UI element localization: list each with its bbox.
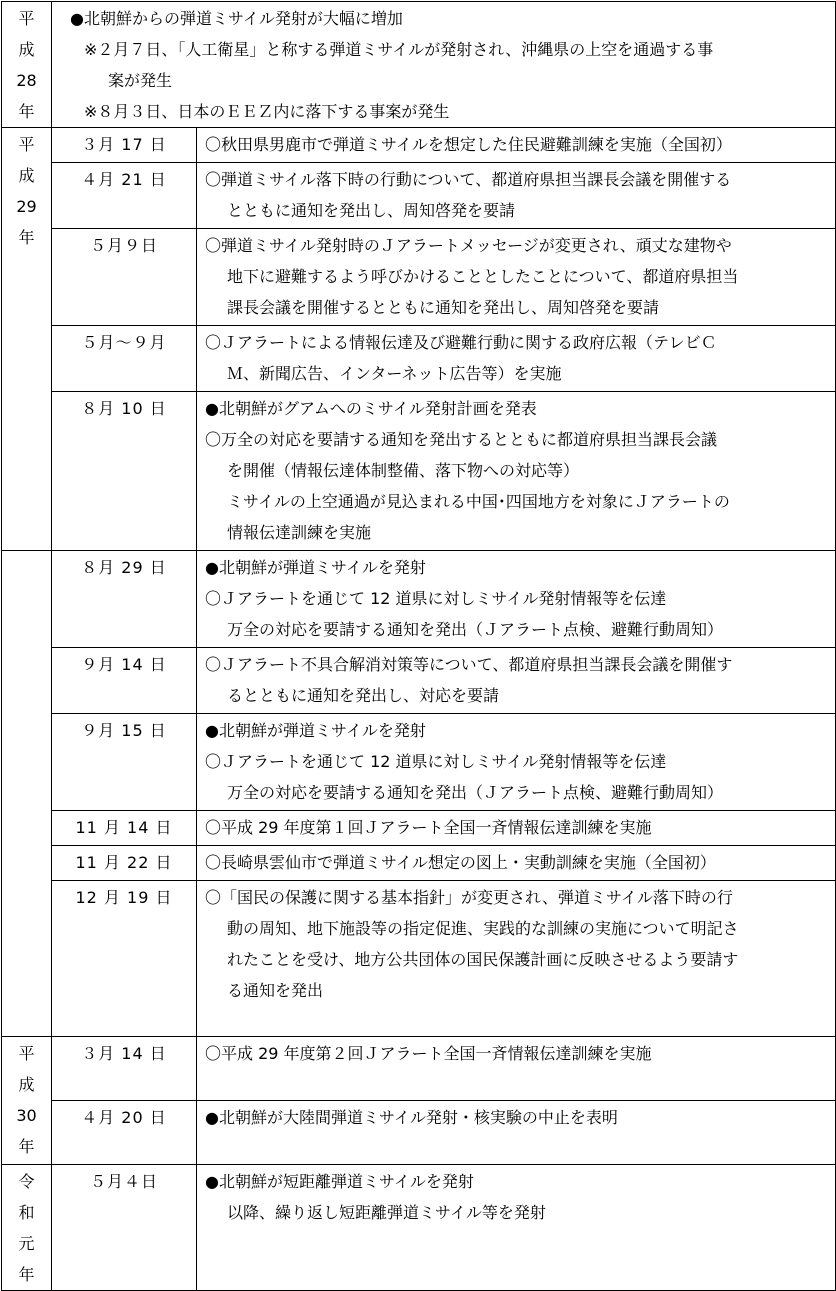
era-cell bbox=[2, 1037, 52, 1165]
table-row bbox=[2, 2, 836, 128]
event-line: ●北朝鮮が短距離弾道ミサイルを発射 bbox=[205, 1172, 474, 1191]
table-row bbox=[2, 229, 836, 326]
event-line: 案が発生 bbox=[108, 71, 173, 90]
event-line: 〇平成 29 年度第２回Ｊアラート全国一斉情報伝達訓練を実施 bbox=[205, 1044, 652, 1063]
event-cell bbox=[197, 846, 836, 881]
table-row bbox=[2, 1101, 836, 1165]
table-row bbox=[2, 551, 836, 648]
era-cell bbox=[2, 1165, 52, 1291]
event-cell bbox=[197, 1037, 836, 1101]
event-line: 〇Ｊアラート不具合解消対策等について、都道府県担当課長会議を開催す bbox=[205, 655, 733, 674]
date-cell: ５月～９月 bbox=[52, 326, 197, 392]
date-cell: 11 月 14 日 bbox=[52, 811, 197, 846]
event-line: ●北朝鮮からの弾道ミサイル発射が大幅に増加 bbox=[70, 9, 403, 28]
date-cell: ８月 10 日 bbox=[52, 392, 197, 551]
event-line: 〇長崎県雲仙市で弾道ミサイル想定の図上・実動訓練を実施（全国初） bbox=[205, 853, 716, 872]
date-cell: ３月 17 日 bbox=[52, 128, 197, 163]
table-row bbox=[2, 128, 836, 163]
event-line: とともに通知を発出し、周知啓発を要請 bbox=[227, 201, 516, 220]
event-line: 〇弾道ミサイル発射時のＪアラートメッセージが変更され、頑丈な建物や bbox=[205, 236, 732, 255]
event-cell bbox=[197, 229, 836, 326]
era-char: 令 bbox=[18, 1172, 35, 1191]
event-cell bbox=[197, 163, 836, 229]
event-cell bbox=[197, 648, 836, 714]
event-line: ミサイルの上空通過が見込まれる中国･四国地方を対象にＪアラートの bbox=[227, 492, 730, 511]
event-line: を開催（情報伝達体制整備、落下物への対応等） bbox=[227, 461, 580, 480]
era-cell bbox=[2, 551, 52, 1037]
event-cell bbox=[197, 551, 836, 648]
era-char: 年 bbox=[18, 1137, 35, 1156]
event-line: 以降、繰り返し短距離弾道ミサイル等を発射 bbox=[227, 1203, 546, 1222]
event-line: 〇秋田県男鹿市で弾道ミサイルを想定した住民避難訓練を実施（全国初） bbox=[205, 135, 732, 154]
date-cell: ８月 29 日 bbox=[52, 551, 197, 648]
event-line: 万全の対応を要請する通知を発出（Ｊアラート点検、避難行動周知） bbox=[227, 783, 724, 802]
event-cell bbox=[197, 881, 836, 1037]
event-cell bbox=[197, 811, 836, 846]
event-line: 〇Ｊアラートによる情報伝達及び避難行動に関する政府広報（テレビＣ bbox=[205, 333, 717, 352]
event-line: 〇「国民の保護に関する基本指針」が変更され、弾道ミサイル落下時の行 bbox=[205, 888, 733, 907]
date-cell: ５月４日 bbox=[52, 1165, 197, 1291]
event-line: 〇Ｊアラートを通じて 12 道県に対しミサイル発射情報等を伝達 bbox=[205, 752, 667, 771]
event-line: る通知を発出 bbox=[227, 981, 324, 1000]
event-line: ●北朝鮮が弾道ミサイルを発射 bbox=[205, 721, 426, 740]
event-cell bbox=[197, 1165, 836, 1291]
event-line: 〇弾道ミサイル落下時の行動について、都道府県担当課長会議を開催する bbox=[205, 170, 732, 189]
event-line: 動の周知、地下施設等の指定促進、実践的な訓練の実施について明記さ bbox=[227, 919, 739, 938]
date-cell: ３月 14 日 bbox=[52, 1037, 197, 1101]
table-row bbox=[2, 1165, 836, 1291]
era-char: 成 bbox=[18, 1075, 35, 1094]
event-line: Ｍ、新聞広告、インターネット広告等）を実施 bbox=[227, 364, 562, 383]
era-char: 30 bbox=[16, 1106, 37, 1125]
event-line: るとともに通知を発出し、対応を要請 bbox=[227, 686, 500, 705]
event-line: 〇万全の対応を要請する通知を発出するとともに都道府県担当課長会議 bbox=[205, 430, 718, 449]
event-line: 万全の対応を要請する通知を発出（Ｊアラート点検、避難行動周知） bbox=[227, 620, 724, 639]
event-line: ※８月３日、日本のＥＥＺ内に落下する事案が発生 bbox=[84, 102, 450, 121]
event-line: ●北朝鮮がグアムへのミサイル発射計画を発表 bbox=[205, 399, 537, 418]
era-char: 平 bbox=[18, 9, 35, 28]
event-line: れたことを受け、地方公共団体の国民保護計画に反映させるよう要請す bbox=[227, 950, 739, 969]
era-char: 年 bbox=[18, 228, 35, 247]
date-cell: ９月 15 日 bbox=[52, 714, 197, 811]
event-cell bbox=[197, 1101, 836, 1165]
event-cell bbox=[52, 2, 836, 128]
event-cell bbox=[197, 392, 836, 551]
event-line: 〇Ｊアラートを通じて 12 道県に対しミサイル発射情報等を伝達 bbox=[205, 589, 667, 608]
date-cell: ９月 14 日 bbox=[52, 648, 197, 714]
date-cell: ４月 20 日 bbox=[52, 1101, 197, 1165]
era-char: 年 bbox=[18, 1265, 35, 1284]
table-row bbox=[2, 326, 836, 392]
era-char: 29 bbox=[16, 197, 37, 216]
era-char: 平 bbox=[18, 1044, 35, 1063]
event-cell bbox=[197, 714, 836, 811]
table-row bbox=[2, 1037, 836, 1101]
era-cell bbox=[2, 2, 52, 128]
era-char: 成 bbox=[18, 166, 35, 185]
era-cell bbox=[2, 128, 52, 551]
event-line: ●北朝鮮が弾道ミサイルを発射 bbox=[205, 558, 426, 577]
era-char: 成 bbox=[18, 40, 35, 59]
date-cell: 11 月 22 日 bbox=[52, 846, 197, 881]
event-line: 情報伝達訓練を実施 bbox=[227, 523, 372, 542]
era-char: 年 bbox=[18, 102, 35, 121]
table-row bbox=[2, 811, 836, 846]
table-row bbox=[2, 163, 836, 229]
table-row bbox=[2, 648, 836, 714]
date-cell: 12 月 19 日 bbox=[52, 881, 197, 1037]
event-line: ※２月７日、「人工衛星」と称する弾道ミサイルが発射され、沖縄県の上空を通過する事 bbox=[84, 40, 714, 59]
event-line: 地下に避難するよう呼びかけることとしたことについて、都道府県担当 bbox=[227, 267, 739, 286]
event-line: ●北朝鮮が大陸間弾道ミサイル発射・核実験の中止を表明 bbox=[205, 1108, 618, 1127]
era-char: 和 bbox=[18, 1203, 35, 1222]
date-cell: ４月 21 日 bbox=[52, 163, 197, 229]
event-cell bbox=[197, 128, 836, 163]
event-line: 〇平成 29 年度第１回Ｊアラート全国一斉情報伝達訓練を実施 bbox=[205, 818, 652, 837]
table-row bbox=[2, 714, 836, 811]
table-row bbox=[2, 392, 836, 551]
table-row bbox=[2, 881, 836, 1037]
date-cell: ５月９日 bbox=[52, 229, 197, 326]
era-char: 28 bbox=[16, 71, 37, 90]
timeline-table bbox=[1, 1, 836, 1291]
era-char: 元 bbox=[18, 1234, 35, 1253]
event-line: 課長会議を開催するとともに通知を発出し、周知啓発を要請 bbox=[227, 298, 660, 317]
event-cell bbox=[197, 326, 836, 392]
era-char: 平 bbox=[18, 135, 35, 154]
table-row bbox=[2, 846, 836, 881]
